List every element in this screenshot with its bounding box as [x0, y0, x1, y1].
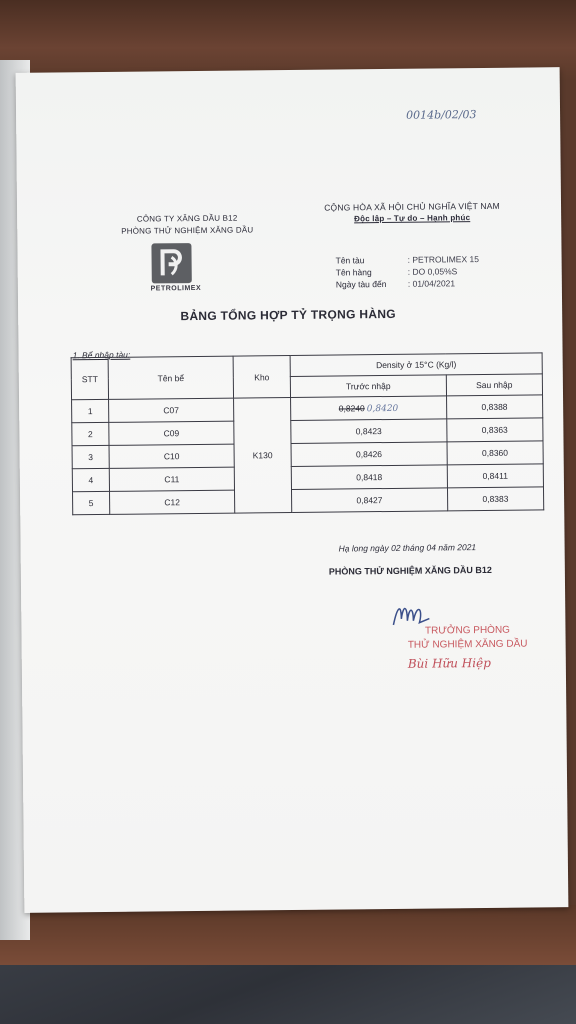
company-header: [97, 212, 277, 238]
header-before: Trước nhập: [290, 375, 446, 398]
shipment-info: [336, 254, 480, 291]
petrolimex-logo-icon: [151, 243, 191, 283]
cell-after: 0,8363: [446, 418, 543, 442]
desk-bottom-edge: [0, 905, 576, 965]
info-label: Ngày tàu đến: [335, 279, 387, 290]
cell-stt: 1: [72, 399, 109, 422]
document-page: [16, 67, 569, 913]
cell-before: 0,8423: [291, 419, 447, 444]
section-heading: 1. Bể nhập tàu:: [72, 349, 131, 361]
density-table: [71, 349, 545, 515]
cell-tank: C11: [109, 467, 234, 491]
header-density: Density ở 15°C (Kg/l): [290, 353, 542, 377]
cell-after: 0,8388: [446, 395, 543, 419]
header-depot: Kho: [233, 356, 290, 399]
cell-after: 0,8360: [447, 441, 544, 465]
document-title: BẢNG TỔNG HỢP TỶ TRỌNG HÀNG: [180, 306, 396, 324]
cell-before: 0,8418: [291, 465, 447, 490]
cell-tank: C09: [109, 421, 234, 445]
republic-header: [297, 200, 527, 226]
republic-name: CỘNG HÒA XÃ HỘI CHỦ NGHĨA VIỆT NAM: [324, 200, 500, 213]
cell-after: 0,8383: [447, 487, 544, 511]
stamp-title: TRƯỞNG PHÒNG: [424, 624, 510, 637]
table-row: [73, 487, 544, 515]
cell-stt: 5: [73, 491, 110, 514]
national-motto: Độc lập – Tự do – Hạnh phúc: [354, 213, 471, 224]
info-label: Tên hàng: [335, 267, 372, 278]
info-row-arrival: [336, 278, 479, 292]
header-stt: STT: [71, 357, 108, 399]
cell-before: 0,8427: [291, 488, 447, 513]
info-value: : DO 0,05%S: [407, 266, 458, 277]
info-label: Tên tàu: [335, 255, 365, 266]
handwritten-correction: 0,8420: [366, 403, 399, 414]
cell-stt: 2: [72, 422, 109, 445]
header-after: Sau nhập: [446, 374, 542, 396]
handwritten-reference: 0014b/02/03: [406, 108, 477, 122]
signer-name: Bùi Hữu Hiệp: [407, 655, 491, 671]
cell-stt: 4: [72, 468, 109, 491]
logo-text: PETROLIMEX: [150, 284, 202, 293]
lab-name: PHÒNG THỬ NGHIỆM XĂNG DẦU: [121, 225, 254, 236]
cell-before: [291, 396, 447, 421]
header-tank-name: Tên bể: [108, 356, 233, 399]
stamp-department: THỬ NGHIỆM XĂNG DẦU: [407, 638, 528, 651]
cell-stt: 3: [72, 445, 109, 468]
info-value: : PETROLIMEX 15: [407, 254, 479, 265]
cell-tank: C07: [109, 398, 234, 422]
cell-after: 0,8411: [447, 464, 544, 488]
place-date-line: Hạ long ngày 02 tháng 04 năm 2021: [338, 542, 477, 554]
cell-tank: C12: [110, 490, 235, 514]
company-name: CÔNG TY XĂNG DẦU B12: [136, 213, 238, 224]
cell-before: 0,8426: [291, 442, 447, 467]
cell-depot: K130: [234, 398, 292, 514]
official-stamp: [377, 623, 557, 653]
cell-tank: C10: [109, 444, 234, 468]
info-value: : 01/04/2021: [407, 278, 456, 289]
struck-value: 0,8240: [338, 402, 365, 414]
signing-department: PHÒNG THỬ NGHIỆM XĂNG DẦU B12: [328, 564, 492, 577]
